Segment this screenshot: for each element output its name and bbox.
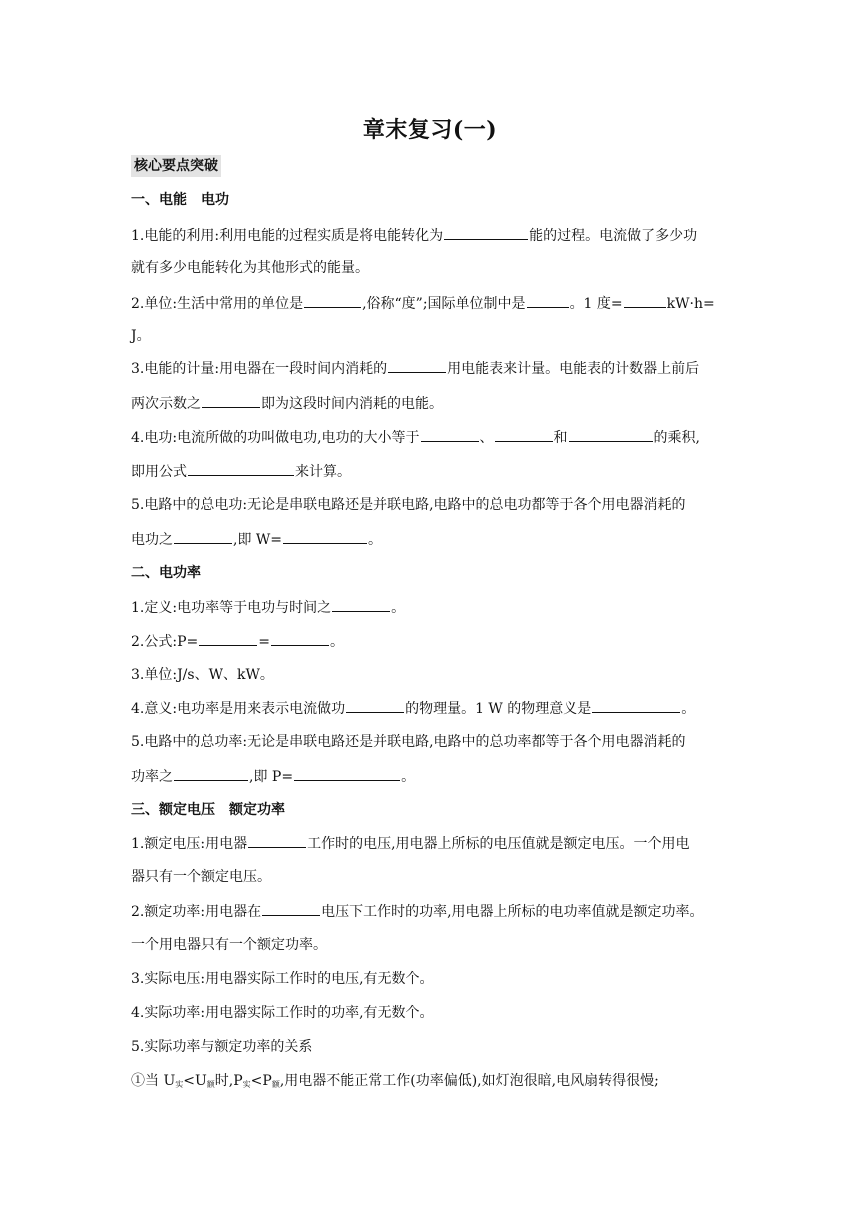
answer-blank[interactable]	[444, 225, 528, 240]
answer-blank[interactable]	[174, 766, 248, 781]
paragraph-line: 3.实际电压:用电器实际工作时的电压,有无数个。	[131, 971, 434, 987]
answer-blank[interactable]	[527, 293, 569, 308]
answer-blank[interactable]	[304, 293, 361, 308]
paragraph-line: 就有多少电能转化为其他形式的能量。	[131, 260, 369, 276]
paragraph-line: 1.电能的利用:利用电能的过程实质是将电能转化为 能的过程。电流做了多少功	[131, 225, 731, 246]
paragraph-line: 功率之 ,即 P= 。	[131, 766, 731, 787]
section-heading: 二、电功率	[131, 565, 201, 581]
answer-blank[interactable]	[346, 698, 404, 713]
answer-blank[interactable]	[248, 833, 306, 848]
answer-blank[interactable]	[388, 358, 446, 373]
paragraph-line: 3.电能的计量:用电器在一段时间内消耗的 用电能表来计量。电能表的计数器上前后	[131, 358, 731, 379]
answer-blank[interactable]	[199, 631, 257, 646]
section-heading: 三、额定电压 额定功率	[131, 802, 285, 818]
paragraph-line: 即用公式 来计算。	[131, 461, 731, 482]
answer-blank[interactable]	[188, 461, 294, 476]
page-title: 章末复习(一)	[362, 117, 498, 143]
paragraph-line: 2.公式:P= = 。	[131, 631, 731, 652]
paragraph-line: 1.定义:电功率等于电功与时间之 。	[131, 597, 731, 618]
paragraph-line: 4.意义:电功率是用来表示电流做功 的物理量。1 W 的物理意义是 。	[131, 698, 731, 719]
answer-blank[interactable]	[283, 529, 367, 544]
answer-blank[interactable]	[592, 698, 680, 713]
answer-blank[interactable]	[495, 427, 553, 442]
answer-blank[interactable]	[262, 901, 320, 916]
paragraph-line: 2.单位:生活中常用的单位是 ,俗称“度”;国际单位制中是 。1 度= kW·h=	[131, 293, 731, 314]
answer-blank[interactable]	[174, 529, 232, 544]
answer-blank[interactable]	[624, 293, 666, 308]
section-tag: 核心要点突破	[131, 155, 221, 177]
paragraph-line: 1.额定电压:用电器 工作时的电压,用电器上所标的电压值就是额定电压。一个用电	[131, 833, 731, 854]
paragraph-line: ①当 $U_实<U_额$时$,P_实<P_额$,用电器不能正常工作(功率偏低),如灯泡很暗,电风扇转得很慢;	[131, 1073, 659, 1089]
paragraph-line: 4.实际功率:用电器实际工作时的功率,有无数个。	[131, 1005, 434, 1021]
answer-blank[interactable]	[569, 427, 653, 442]
paragraph-line: 器只有一个额定电压。	[131, 869, 271, 885]
section-heading: 一、电能 电功	[131, 192, 229, 208]
answer-blank[interactable]	[294, 766, 400, 781]
paragraph-line: 5.实际功率与额定功率的关系	[131, 1039, 313, 1055]
paragraph-line: J。	[131, 328, 151, 344]
paragraph-line: 3.单位:J/s、W、kW。	[131, 667, 274, 683]
paragraph-line: 电功之 ,即 W= 。	[131, 529, 731, 550]
paragraph-line: 两次示数之 即为这段时间内消耗的电能。	[131, 393, 731, 414]
answer-blank[interactable]	[421, 427, 479, 442]
paragraph-line: 5.电路中的总电功:无论是串联电路还是并联电路,电路中的总电功都等于各个用电器消耗的	[131, 497, 686, 513]
answer-blank[interactable]	[202, 393, 260, 408]
paragraph-line: 5.电路中的总功率:无论是串联电路还是并联电路,电路中的总功率都等于各个用电器消耗的	[131, 734, 686, 750]
paragraph-line: 一个用电器只有一个额定功率。	[131, 937, 327, 953]
paragraph-line: 2.额定功率:用电器在 电压下工作时的功率,用电器上所标的电功率值就是额定功率。	[131, 901, 731, 922]
answer-blank[interactable]	[271, 631, 329, 646]
paragraph-line: 4.电功:电流所做的功叫做电功,电功的大小等于 、 和 的乘积,	[131, 427, 731, 448]
answer-blank[interactable]	[332, 597, 390, 612]
